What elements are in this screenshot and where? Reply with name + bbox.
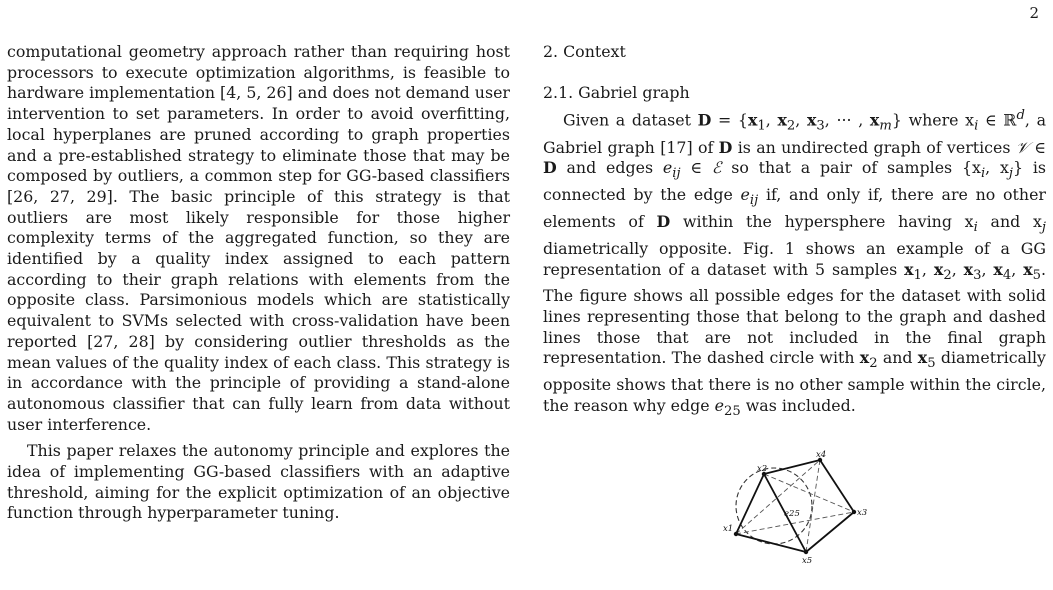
left-paragraph-2: This paper relaxes the autonomy principle and explores the idea of implementing GG-based classifiers with an adaptive threshold, aiming for the explicit optimization of an objective function through hyperparameter tuning. [7, 441, 510, 523]
edge-x3-x5 [806, 512, 854, 552]
edge-x1-x2 [736, 474, 764, 534]
label-x2: x2 [757, 464, 768, 474]
label-x4: x4 [816, 450, 827, 460]
vertices [734, 458, 856, 554]
gabriel-circle [736, 468, 812, 544]
right-column [543, 42, 1046, 423]
section-heading: 2. Context [543, 42, 626, 61]
gabriel-graph-svg [716, 448, 896, 578]
gabriel-graph-paragraph: Given a dataset $D = \{x_1$, $x_2$, $x_3$, ··· , $x_m$} where $x_i$ ∈ ℝ$^d$, a Gabriel graph [17] of D is an undirected graph of vertices 𝒱 ∈ D and edges $e_{ij}$ ∈ ℰ so that a pair of samples {$x_i$, $x_j$} is connected by the edge $e_{ij}$ if, and only if, there are no other elements of D within the hypersphere having $x_i$ and $x_j$ diametrically opposite. Fig. 1 shows an example of a GG representation of a dataset with 5 samples $x_1$, $x_2$, $x_3$, $x_4$, $x_5$. The figure shows all possible edges for the dataset with solid lines representing those that belong to the graph and dashed lines those that are not included in the final graph representation. The dashed circle with $x_2$ and $x_5$ diametrically opposite shows that there is no other sample within the circle, the reason why edge $e_{25}$ was included. [543, 108, 1047, 420]
page-number: 2 [1029, 4, 1039, 22]
edge-x2-x4 [764, 460, 820, 474]
gabriel-graph-figure [716, 448, 896, 578]
left-paragraph-1: computational geometry approach rather than requiring host processors to execute optimization algorithms, is feasible to hardware implementation [4, 5, 26] and does not demand user intervention to set parameters. In order to avoid overfitting, local hyperplanes are pruned according to graph properties and a pre-established strategy to eliminate those that may be composed by outliers, a common step for GG-based classifiers [26, 27, 29]. The basic principle of this strategy is that outliers are most likely responsible for those higher complexity terms of the aggregated function, so they are identified by a quality index assigned to each pattern according to their graph relations with elements from the opposite class. Parsimonious models which are statistically equivalent to SVMs selected with cross-validation have been reported [27, 28] by considering outlier thresholds as the mean values of the quality index of each class. This strategy is in accordance with the principle of providing a stand-alone autonomous classifier that can fully learn from data without user interference. [7, 42, 510, 434]
edge-x4-x5 [806, 460, 820, 552]
edge-x2-x3 [764, 474, 854, 512]
label-x3: x3 [857, 508, 868, 518]
label-x1: x1 [723, 524, 734, 534]
subsection-heading: 2.1. Gabriel graph [543, 82, 690, 102]
edge-x4-x3 [820, 460, 854, 512]
label-x5: x5 [802, 556, 813, 566]
vertex-x3 [852, 510, 856, 514]
label-e25: e25 [784, 509, 800, 519]
vertex-x1 [734, 532, 738, 536]
vertex-x5 [804, 550, 808, 554]
left-column [7, 42, 510, 524]
